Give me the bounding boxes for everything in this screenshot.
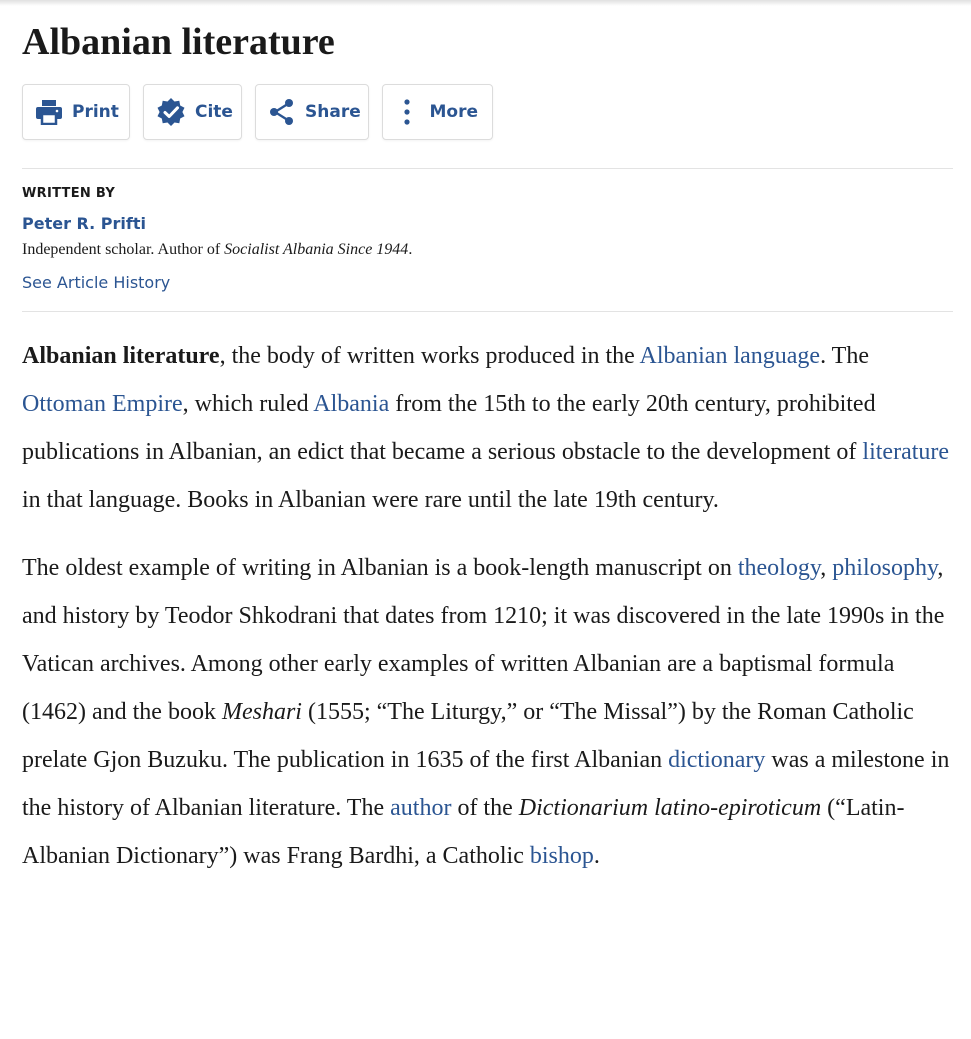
link-literature[interactable]: literature — [862, 439, 950, 465]
text-run: , which ruled — [182, 391, 314, 417]
divider — [22, 168, 953, 169]
link-author[interactable]: author — [390, 795, 452, 821]
text-run: in that language. Books in Albanian were rare until the late 19th century. — [22, 487, 719, 513]
link-dictionary[interactable]: dictionary — [668, 747, 766, 773]
share-button[interactable] — [255, 84, 369, 140]
printer-icon — [35, 97, 63, 127]
paragraph-2 — [22, 544, 953, 880]
author-bio-suffix: . — [408, 241, 413, 258]
article-toolbar — [22, 84, 493, 140]
print-button[interactable] — [22, 84, 130, 140]
text-run: The oldest example of writing in Albanian is a book-length manuscript on — [22, 555, 738, 581]
text-run: , and history by Teodor Shkodrani that dates from 1210; it was discovered in the late 1990s in the Vatican archives. Among other early examples of written Albanian are a baptismal formula (1462) and the book — [22, 555, 945, 725]
text-run: of the — [451, 795, 519, 821]
more-button[interactable] — [382, 84, 493, 140]
author-link[interactable]: Peter R. Prifti — [22, 214, 146, 233]
share-icon — [268, 97, 296, 127]
article-body — [22, 332, 953, 900]
cite-label: Cite — [195, 102, 233, 122]
text-run: was a milestone in the history of Albanian literature. The — [22, 747, 950, 821]
verified-badge-icon — [156, 97, 186, 127]
book-title-dictionarium: Dictionarium latino-epiroticum — [518, 795, 822, 821]
topic-term: Albanian literature — [22, 343, 220, 369]
print-label: Print — [72, 102, 119, 122]
article-history-link[interactable]: See Article History — [22, 273, 171, 292]
text-run: , the body of written works produced in the — [219, 343, 640, 369]
book-title-meshari: Meshari — [221, 699, 302, 725]
author-bio — [22, 241, 412, 259]
text-run: , — [820, 555, 833, 581]
divider — [22, 311, 953, 312]
written-by-heading: WRITTEN BY — [22, 186, 116, 201]
link-theology[interactable]: theology — [737, 555, 821, 581]
link-ottoman-empire[interactable]: Ottoman Empire — [22, 391, 183, 417]
link-bishop[interactable]: bishop — [529, 843, 594, 869]
paragraph-1 — [22, 332, 953, 524]
text-run: (“Latin-Albanian Dictionary”) was Frang Bardhi, a Catholic — [22, 795, 905, 869]
text-run: . — [593, 843, 600, 869]
text-run: (1555; “The Liturgy,” or “The Missal”) by the Roman Catholic prelate Gjon Buzuku. The publication in 1635 of the first Albanian — [22, 699, 914, 773]
more-label: More — [429, 102, 478, 122]
link-albania[interactable]: Albania — [313, 391, 390, 417]
text-run: . The — [820, 343, 869, 369]
author-bio-book: Socialist Albania Since 1944 — [224, 241, 409, 258]
text-run: from the 15th to the early 20th century, prohibited publications in Albanian, an edict that became a serious obstacle to the development of — [22, 391, 876, 465]
share-label: Share — [305, 102, 361, 122]
page-title: Albanian literature — [22, 21, 335, 63]
link-albanian-language[interactable]: Albanian language — [639, 343, 821, 369]
author-bio-prefix: Independent scholar. Author of — [22, 241, 225, 258]
more-vertical-icon — [393, 97, 420, 127]
cite-button[interactable] — [143, 84, 242, 140]
link-philosophy[interactable]: philosophy — [832, 555, 938, 581]
header-shadow — [0, 0, 971, 6]
